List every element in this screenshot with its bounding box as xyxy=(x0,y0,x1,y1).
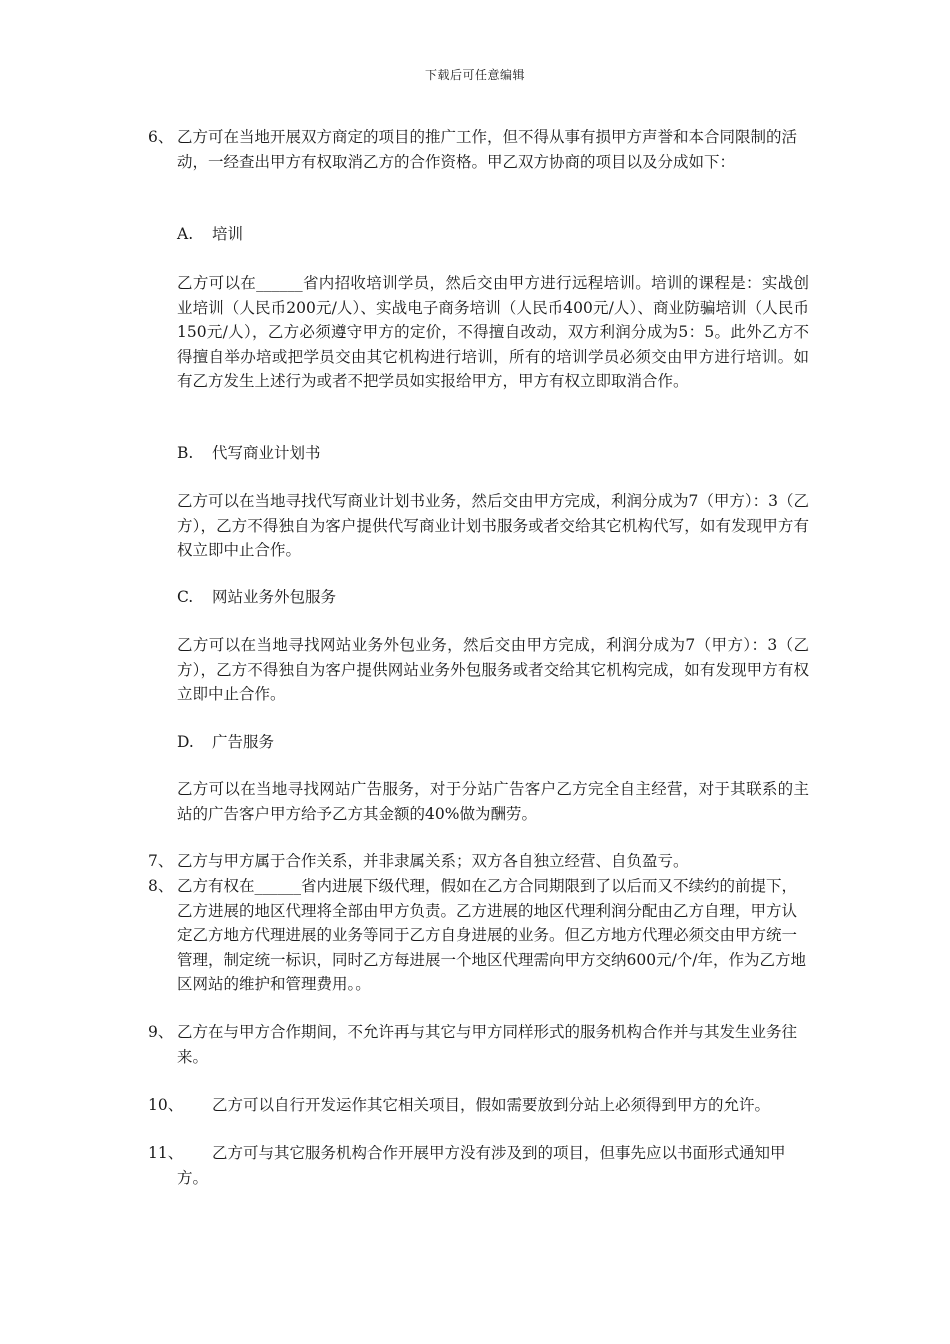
section-title: 培训 xyxy=(212,225,244,243)
section-d-heading xyxy=(177,730,274,755)
clause-text: 乙方与甲方属于合作关系，并非隶属关系；双方各自独立经营、自负盈亏。 xyxy=(177,852,689,870)
clause-10 xyxy=(148,1093,810,1118)
clause-9 xyxy=(148,1020,810,1069)
clause-number: 9、 xyxy=(148,1023,174,1041)
clause-text: 乙方在与甲方合作期间，不允许再与其它与甲方同样形式的服务机构合作并与其发生业务往来。 xyxy=(177,1023,798,1066)
section-b-body: 乙方可以在当地寻找代写商业计划书业务，然后交由甲方完成，利润分成为7（甲方）：3（乙方），乙方不得独自为客户提供代写商业计划书服务或者交给其它机构代写，如有发现甲方有权立即中止合作。 xyxy=(177,492,809,559)
clause-text: 乙方可以自行开发运作其它相关项目，假如需要放到分站上必须得到甲方的允许。 xyxy=(212,1096,771,1114)
section-d-body: 乙方可以在当地寻找网站广告服务，对于分站广告客户乙方完全自主经营，对于其联系的主站的广告客户甲方给予乙方其金额的40%做为酬劳。 xyxy=(177,780,809,823)
section-title: 代写商业计划书 xyxy=(212,444,321,462)
section-b-heading xyxy=(177,441,321,466)
section-label: D. xyxy=(177,733,194,751)
clause-8 xyxy=(148,874,810,997)
clause-number: 11、 xyxy=(148,1144,184,1162)
section-title: 网站业务外包服务 xyxy=(212,588,337,606)
page-header: 下载后可任意编辑 xyxy=(424,68,525,82)
clause-number: 8、 xyxy=(148,877,174,895)
clause-number: 10、 xyxy=(148,1096,184,1114)
clause-text: 乙方有权在______省内进展下级代理，假如在乙方合同期限到了以后而又不续约的前提下，乙方进展的地区代理将全部由甲方负责。乙方进展的地区代理利润分配由乙方自理，甲方认定乙方地方代理进展的业务等同于乙方自身进展的业务。但乙方地方代理必须交由甲方统一管理，制定统一标识，同时乙方每进展一个地区代理需向甲方交纳600元/个/年，作为乙方地区网站的维护和管理费用。。 xyxy=(177,877,807,993)
section-a-heading xyxy=(177,222,243,247)
section-title: 广告服务 xyxy=(212,733,275,751)
section-c-heading xyxy=(177,585,336,610)
clause-text: 乙方可与其它服务机构合作开展甲方没有涉及到的项目，但事先应以书面形式通知甲方。 xyxy=(177,1144,786,1187)
clause-11 xyxy=(148,1141,810,1190)
section-label: B. xyxy=(177,444,194,462)
clause-text: 乙方可在当地开展双方商定的项目的推广工作，但不得从事有损甲方声誉和本合同限制的活动，一经查出甲方有权取消乙方的合作资格。甲乙双方协商的项目以及分成如下： xyxy=(177,128,798,171)
clause-7 xyxy=(148,849,810,874)
section-c-body: 乙方可以在当地寻找网站业务外包业务，然后交由甲方完成，利润分成为7（甲方）：3（乙方），乙方不得独自为客户提供网站业务外包服务或者交给其它机构完成，如有发现甲方有权立即中止合作。 xyxy=(177,636,809,703)
clause-6 xyxy=(148,125,810,174)
clause-number: 6、 xyxy=(148,128,174,146)
section-label: A. xyxy=(177,225,194,243)
section-label: C. xyxy=(177,588,194,606)
clause-number: 7、 xyxy=(148,852,174,870)
section-a-body: 乙方可以在______省内招收培训学员，然后交由甲方进行远程培训。培训的课程是：实战创业培训（人民币200元/人）、实战电子商务培训（人民币400元/人）、商业防骗培训（人民币150元/人），乙方必须遵守甲方的定价，不得擅自改动，双方利润分成为5：5。此外乙方不得擅自举办培或把学员交由其它机构进行培训，所有的培训学员必须交由甲方进行培训。如有乙方发生上述行为或者不把学员如实报给甲方，甲方有权立即取消合作。 xyxy=(177,274,809,390)
